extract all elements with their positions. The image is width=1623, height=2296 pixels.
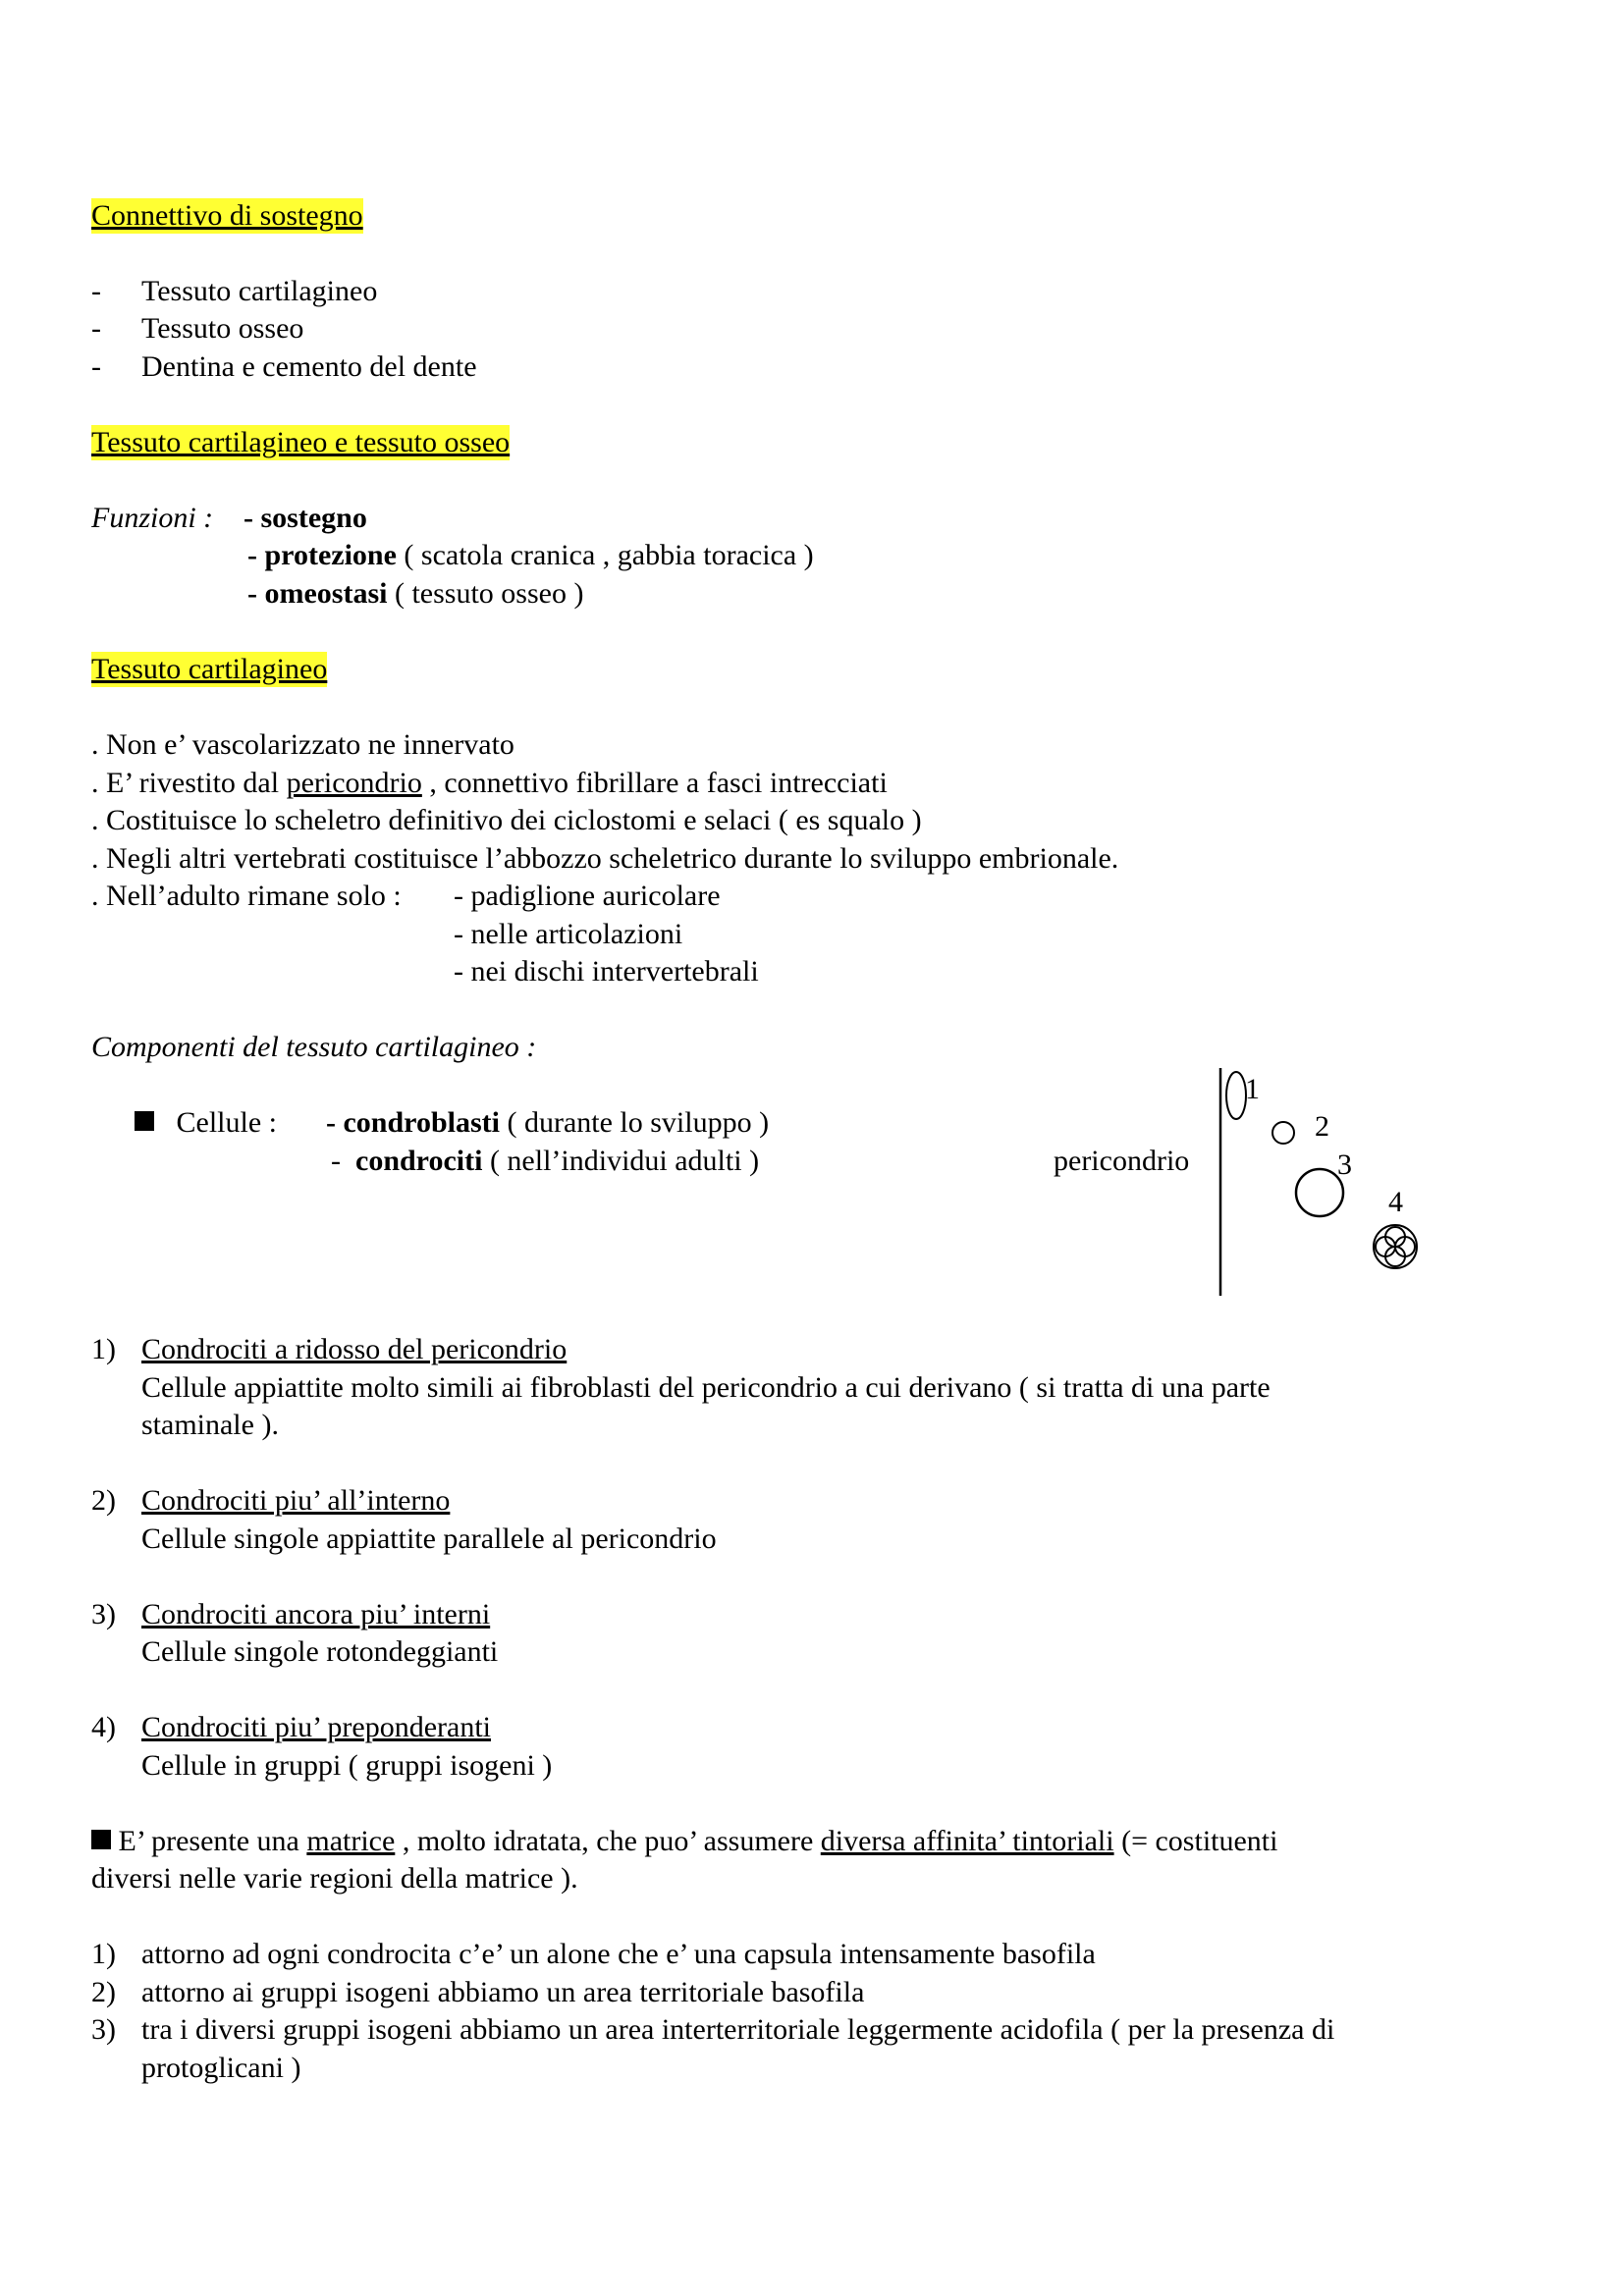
- condrociti-desc: staminale ).: [141, 1409, 279, 1441]
- square-bullet-icon: [91, 1830, 111, 1849]
- matrice-text: E’ presente una: [111, 1825, 307, 1857]
- condrociti-desc: Cellule singole rotondeggianti: [141, 1635, 499, 1668]
- condrociti-title: Condrociti piu’ all’interno: [141, 1484, 451, 1517]
- bullet-line: . Nell’adulto rimane solo :: [91, 880, 402, 912]
- cellule-label: Cellule :: [176, 1106, 277, 1139]
- bullet-line: [91, 766, 888, 801]
- condrociti-desc: Cellule appiattite molto simili ai fibroblasti del pericondrio a cui derivano ( si tratta di una parte: [141, 1371, 1271, 1404]
- cellule-bold: condrociti: [355, 1145, 483, 1177]
- condrociti-desc: Cellule singole appiattite parallele al pericondrio: [141, 1522, 717, 1555]
- adulto-item: - padiglione auricolare: [454, 880, 721, 912]
- cellule-text: ( durante lo sviluppo ): [499, 1106, 770, 1139]
- matrice-text: , molto idratata, che puo’ assumere: [395, 1825, 821, 1857]
- bullet-line: . Negli altri vertebrati costituisce l’abbozzo scheletrico durante lo sviluppo embrionale.: [91, 842, 1119, 875]
- matrice-term: matrice: [306, 1825, 396, 1857]
- diagram-number: 3: [1337, 1148, 1352, 1181]
- cell-round-3: [1296, 1169, 1343, 1216]
- funzione-bold: - sostegno: [243, 502, 367, 534]
- condrociti-num: 4): [91, 1711, 116, 1743]
- cell-single-2: [1272, 1122, 1294, 1144]
- cell-group-4: [1374, 1225, 1417, 1268]
- funzione-item: [247, 538, 814, 573]
- list-dash: -: [91, 312, 101, 345]
- list-item: Dentina e cemento del dente: [141, 350, 477, 383]
- cell-flat-1: [1226, 1072, 1246, 1119]
- diagram-number: 2: [1315, 1110, 1329, 1143]
- funzione-text: ( scatola cranica , gabbia toracica ): [396, 539, 814, 571]
- adulto-item: - nei dischi intervertebrali: [454, 955, 759, 988]
- condrociti-num: 3): [91, 1598, 116, 1630]
- heading-cartilagineo: Tessuto cartilagineo: [91, 653, 328, 685]
- funzioni-label: Funzioni :: [91, 502, 214, 534]
- funzione-bold: - omeostasi: [247, 577, 388, 610]
- bullet-text: . E’ rivestito dal: [91, 767, 287, 799]
- pericondrio-diagram: [1031, 1060, 1443, 1315]
- matrice-num: 2): [91, 1976, 116, 2008]
- pericondrio-term: pericondrio: [286, 767, 422, 799]
- list-dash: -: [91, 350, 101, 383]
- affinita-term: diversa affinita’ tintoriali: [820, 1825, 1114, 1857]
- cellule-text: ( nell’individui adulti ): [482, 1145, 760, 1177]
- heading-connettivo: Connettivo di sostegno: [91, 199, 363, 232]
- bullet-line: . Costituisce lo scheletro definitivo dei ciclostomi e selaci ( es squalo ): [91, 804, 922, 836]
- condrociti-title: Condrociti a ridosso del pericondrio: [141, 1333, 568, 1365]
- cellule-dash: -: [331, 1145, 341, 1177]
- list-item: Tessuto osseo: [141, 312, 304, 345]
- funzione-bold: - protezione: [247, 539, 397, 571]
- bullet-line: . Non e’ vascolarizzato ne innervato: [91, 728, 514, 761]
- matrice-line: [91, 1824, 1277, 1859]
- square-bullet-icon: [135, 1111, 154, 1131]
- bullet-text: , connettivo fibrillare a fasci intrecciati: [421, 767, 888, 799]
- matrice-item: tra i diversi gruppi isogeni abbiamo un area interterritoriale leggermente acidofila ( per la presenza di: [141, 2013, 1335, 2046]
- condrociti-title: Condrociti ancora piu’ interni: [141, 1598, 491, 1630]
- funzione-item: [243, 501, 367, 536]
- cellule-bold: - condroblasti: [326, 1106, 500, 1139]
- diagram-label: pericondrio: [1054, 1145, 1190, 1177]
- diagram-number: 4: [1388, 1186, 1403, 1218]
- condrociti-desc: Cellule in gruppi ( gruppi isogeni ): [141, 1749, 553, 1782]
- matrice-item: attorno ai gruppi isogeni abbiamo un area territoriale basofila: [141, 1976, 865, 2008]
- adulto-item: - nelle articolazioni: [454, 918, 683, 950]
- list-item: Tessuto cartilagineo: [141, 275, 378, 307]
- matrice-item: protoglicani ): [141, 2052, 301, 2084]
- cellule-line: [135, 1105, 277, 1141]
- cellule-item: [331, 1144, 759, 1179]
- matrice-line: diversi nelle varie regioni della matrice ).: [91, 1862, 578, 1895]
- funzione-text: ( tessuto osseo ): [387, 577, 584, 610]
- matrice-num: 1): [91, 1938, 116, 1970]
- cellule-item: [326, 1105, 769, 1141]
- condrociti-num: 1): [91, 1333, 116, 1365]
- heading-cartilagineo-osseo: Tessuto cartilagineo e tessuto osseo: [91, 426, 511, 458]
- matrice-num: 3): [91, 2013, 116, 2046]
- matrice-text: (= costituenti: [1113, 1825, 1278, 1857]
- list-dash: -: [91, 275, 101, 307]
- condrociti-title: Condrociti piu’ preponderanti: [141, 1711, 492, 1743]
- matrice-item: attorno ad ogni condrocita c’e’ un alone che e’ una capsula intensamente basofila: [141, 1938, 1096, 1970]
- diagram-number: 1: [1245, 1073, 1260, 1105]
- funzione-item: [247, 576, 583, 612]
- componenti-heading: Componenti del tessuto cartilagineo :: [91, 1031, 537, 1063]
- condrociti-num: 2): [91, 1484, 116, 1517]
